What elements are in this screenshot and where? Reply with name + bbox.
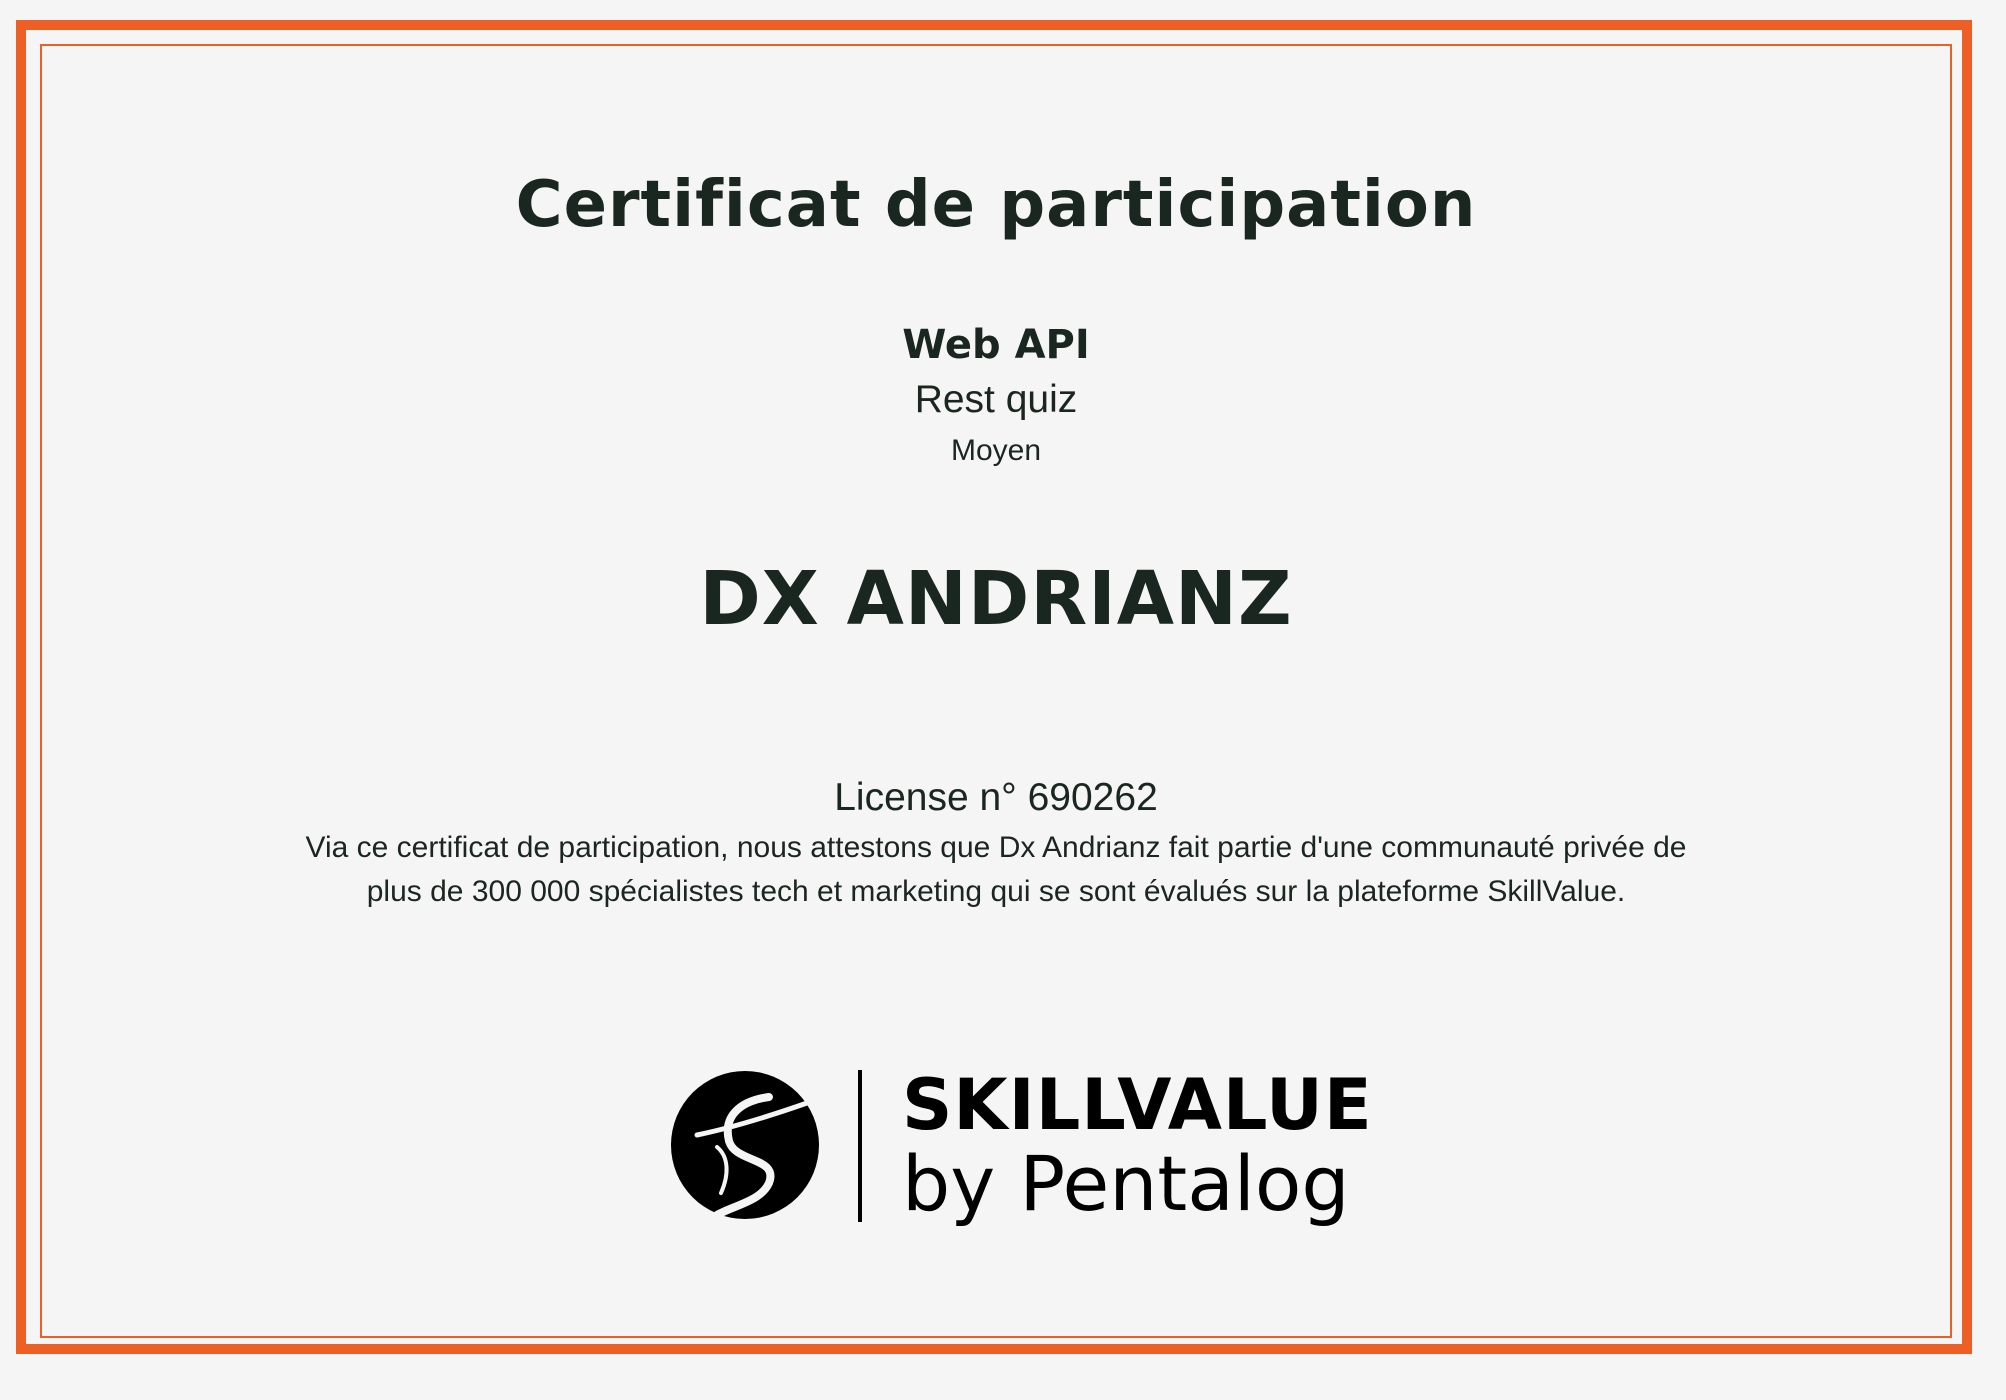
skillvalue-logo-icon [671, 1071, 819, 1219]
certificate-title: Certificat de participation [515, 168, 1477, 242]
logo-subline: by Pentalog [902, 1139, 1350, 1228]
skillvalue-logo [668, 1064, 1373, 1228]
recipient-name: DX ANDRIANZ [699, 556, 1293, 642]
attestation-text: Via ce certificat de participation, nous attestons que Dx Andrianz fait partie d'une communauté privée de plus de 300 000 spécialistes tech et marketing qui se sont évalués sur la plateforme SkillValue. [305, 831, 1687, 908]
logo-divider [858, 1070, 862, 1222]
quiz-level: Moyen [950, 434, 1042, 467]
license-number: License n° 690262 [834, 776, 1158, 819]
logo-wordmark: SKILLVALUE [902, 1064, 1373, 1146]
skill-name: Web API [902, 322, 1090, 368]
quiz-name: Rest quiz [914, 378, 1078, 421]
